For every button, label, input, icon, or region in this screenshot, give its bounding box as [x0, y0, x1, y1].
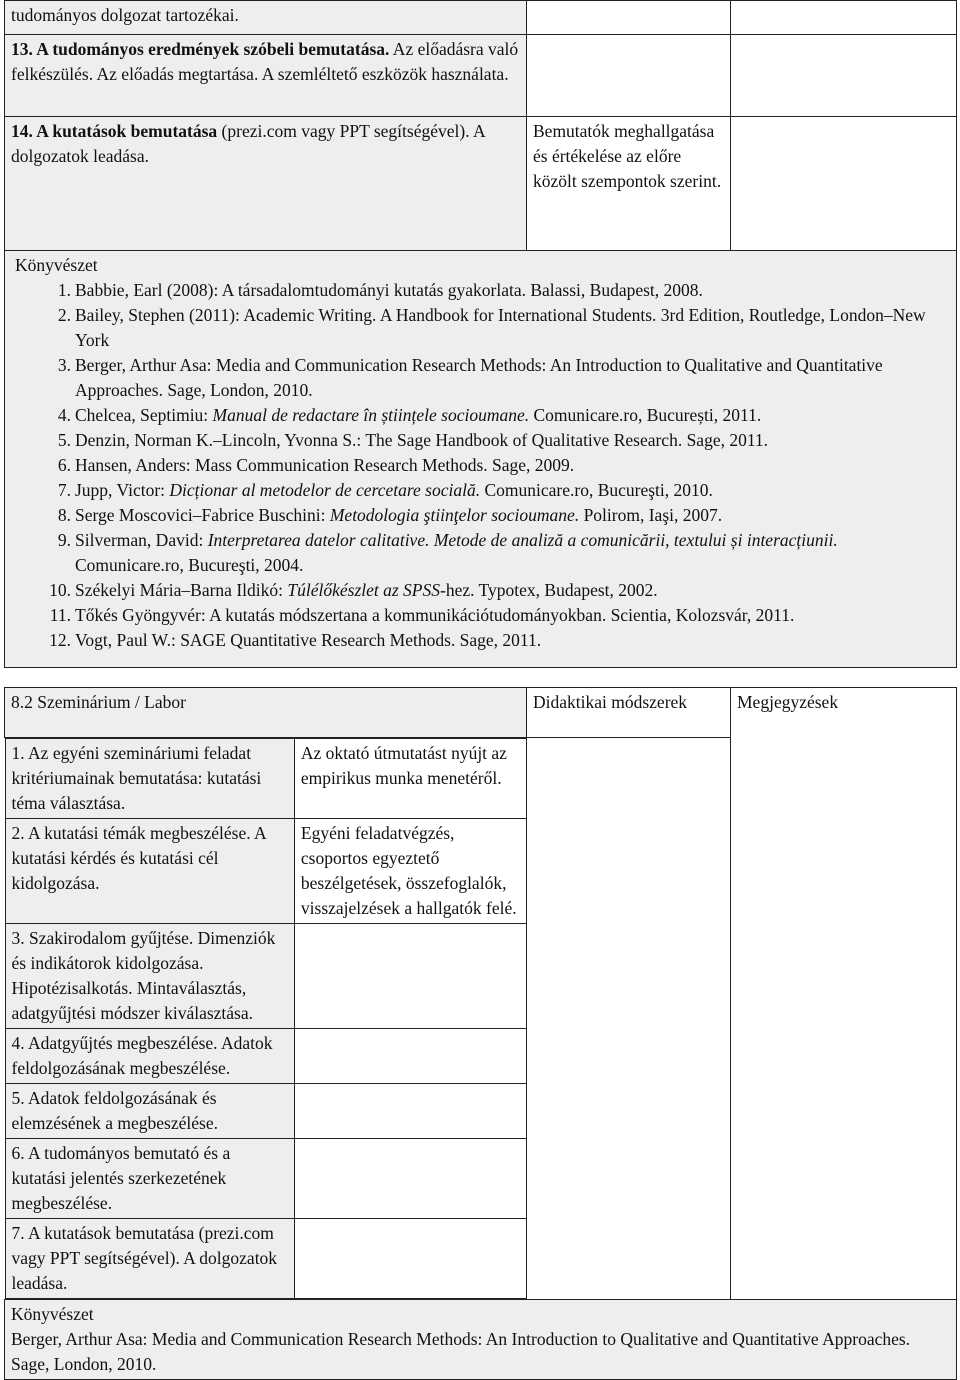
bibliography-number: 4.	[57, 405, 71, 425]
bibliography-item	[57, 278, 950, 303]
bibliography-item	[49, 603, 950, 628]
seminar-topic-cell: 6. A tudományos bemutató és a kutatási jelentés szerkezetének megbeszélése.	[5, 1139, 294, 1219]
course-table	[4, 0, 957, 668]
bibliography-publisher: -hez. Typotex, Budapest, 2002.	[440, 580, 658, 600]
table-row	[5, 739, 526, 819]
bibliography-author: Jupp, Victor:	[75, 480, 170, 500]
seminar-method-cell	[294, 924, 526, 1029]
seminar-method-cell: Az oktató útmutatást nyújt az empirikus munka menetéről.	[294, 739, 526, 819]
bibliography-text: Tőkés Gyöngyvér: A kutatás módszertana a kommunikációtudományokban. Scientia, Kolozsvár, 2011.	[75, 605, 795, 625]
item-number: 14.	[11, 121, 37, 141]
table-row	[5, 1029, 526, 1084]
method-text: Bemutatók meghallgatása és értékelése az előre közölt szempontok szerint.	[533, 121, 722, 191]
bibliography-item	[57, 478, 950, 503]
bibliography-publisher: Comunicare.ro, Bucureşti, 2004.	[75, 555, 304, 575]
course-row-fragment: tudományos dolgozat tartozékai.	[11, 5, 239, 25]
seminar-topic-cell: 5. Adatok feldolgozásának és elemzésének a megbeszélése.	[5, 1084, 294, 1139]
item-title: A kutatások bemutatása	[36, 121, 218, 141]
bibliography-author: Chelcea, Septimiu:	[75, 405, 213, 425]
item-title: A tudományos eredmények szóbeli bemutatása.	[36, 39, 390, 59]
bibliography-publisher: Comunicare.ro, București, 2011.	[529, 405, 762, 425]
bibliography-title: Interpretarea datelor calitative. Metode de analiză a comunicării, textului și interacțiunii.	[207, 530, 838, 550]
seminar-topic-cell: 2. A kutatási témák megbeszélése. A kutatási kérdés és kutatási cél kidolgozása.	[5, 819, 294, 924]
seminar-method-cell	[294, 1029, 526, 1084]
seminar-topic-cell: 7. A kutatások bemutatása (prezi.com vagy PPT segítségével). A dolgozatok leadása.	[5, 1219, 294, 1299]
course-method-cell	[527, 1, 731, 35]
seminar-method-cell	[294, 1084, 526, 1139]
seminar-method-cell	[294, 1219, 526, 1299]
bibliography-heading: Könyvészet	[15, 255, 98, 275]
bibliography-number: 8.	[57, 505, 71, 525]
bibliography-author: Serge Moscovici–Fabrice Buschini:	[75, 505, 330, 525]
seminar-topic-cell: 1. Az egyéni szemináriumi feladat kritériumainak bemutatása: kutatási téma választása.	[5, 739, 294, 819]
seminar-method-cell: Egyéni feladatvégzés, csoportos egyeztető beszélgetések, összefoglalók, visszajelzések a hallgatók felé.	[294, 819, 526, 924]
table-row	[5, 924, 526, 1029]
seminar-method-cell	[294, 1139, 526, 1219]
bibliography-text: Hansen, Anders: Mass Communication Research Methods. Sage, 2009.	[75, 455, 575, 475]
column-header: Megjegyzések	[737, 692, 839, 712]
bibliography-item	[57, 503, 950, 528]
bibliography-item	[57, 403, 950, 428]
bibliography-item	[57, 303, 950, 353]
bibliography-text: Bailey, Stephen (2011): Academic Writing. A Handbook for International Students. 3rd Edition, Routledge, London–New York	[75, 305, 926, 350]
section-title: 8.2 Szeminárium / Labor	[11, 692, 186, 712]
bibliography-text: Berger, Arthur Asa: Media and Communication Research Methods: An Introduction to Qualitative and Quantitative Approaches. Sage, London, 2010.	[75, 355, 883, 400]
seminar-notes-column	[731, 688, 957, 1300]
course-method-cell	[527, 35, 731, 117]
bibliography-number: 7.	[57, 480, 71, 500]
bibliography-text: Babbie, Earl (2008): A társadalomtudományi kutatás gyakorlata. Balassi, Budapest, 2008.	[75, 280, 703, 300]
course-topic-cell	[5, 1, 527, 35]
bibliography-item	[49, 578, 950, 603]
bibliography-number: 1.	[57, 280, 71, 300]
bibliography-number: 10.	[49, 580, 71, 600]
bibliography-author: Silverman, David:	[75, 530, 208, 550]
course-bibliography-cell	[5, 251, 957, 668]
bibliography-number: 6.	[57, 455, 71, 475]
table-row	[5, 1139, 526, 1219]
bibliography-author: Székelyi Mária–Barna Ildikó:	[75, 580, 288, 600]
bibliography-title: Dicționar al metodelor de cercetare socială.	[169, 480, 481, 500]
bibliography-number: 12.	[49, 630, 71, 650]
course-notes-cell	[731, 117, 957, 251]
course-topic-14	[5, 117, 527, 251]
seminar-topic-cell: 3. Szakirodalom gyűjtése. Dimenziók és indikátorok kidolgozása. Hipotézisalkotás. Mintaválasztás, adatgyűjtési módszer kiválasztása.	[5, 924, 294, 1029]
seminar-header-methods	[527, 688, 731, 738]
table-row	[5, 1084, 526, 1139]
item-description: (prezi.com vagy PPT segítségével). A dolgozatok leadása.	[11, 121, 485, 166]
item-description: Az előadásra való felkészülés. Az előadás megtartása. A szemléltető eszközök használata.	[11, 39, 519, 84]
column-header: Didaktikai módszerek	[533, 692, 688, 712]
bibliography-item	[57, 528, 950, 578]
bibliography-number: 3.	[57, 355, 71, 375]
bibliography-publisher: Polirom, Iaşi, 2007.	[579, 505, 723, 525]
bibliography-item	[49, 628, 950, 653]
course-method-14	[527, 117, 731, 251]
bibliography-item	[57, 428, 950, 453]
seminar-table	[4, 687, 957, 1380]
bibliography-list	[15, 278, 950, 653]
bibliography-heading: Könyvészet	[11, 1304, 94, 1324]
bibliography-item	[57, 353, 950, 403]
bibliography-text: Vogt, Paul W.: SAGE Quantitative Research Methods. Sage, 2011.	[75, 630, 542, 650]
table-row	[5, 1219, 526, 1299]
bibliography-number: 2.	[57, 305, 71, 325]
item-number: 13.	[11, 39, 37, 59]
course-notes-cell	[731, 35, 957, 117]
bibliography-number: 11.	[49, 605, 71, 625]
table-row	[5, 819, 526, 924]
bibliography-title: Manual de redactare în științele socioumane.	[212, 405, 530, 425]
seminar-header-title	[5, 688, 527, 738]
bibliography-number: 9.	[57, 530, 71, 550]
seminar-bibliography-cell	[5, 1300, 957, 1380]
course-topic-13	[5, 35, 527, 117]
seminar-topic-cell: 4. Adatgyűjtés megbeszélése. Adatok feldolgozásának megbeszélése.	[5, 1029, 294, 1084]
bibliography-title: Metodologia ştiinţelor socioumane.	[329, 505, 580, 525]
bibliography-title: Túlélőkészlet az SPSS	[287, 580, 440, 600]
course-notes-cell	[731, 1, 957, 35]
bibliography-entry: Berger, Arthur Asa: Media and Communication Research Methods: An Introduction to Qualitative and Quantitative Approaches. Sage, London, 2010.	[11, 1329, 911, 1374]
bibliography-item	[57, 453, 950, 478]
bibliography-publisher: Comunicare.ro, Bucureşti, 2010.	[480, 480, 713, 500]
bibliography-text: Denzin, Norman K.–Lincoln, Yvonna S.: The Sage Handbook of Qualitative Research. Sage, 2011.	[75, 430, 769, 450]
bibliography-number: 5.	[57, 430, 71, 450]
